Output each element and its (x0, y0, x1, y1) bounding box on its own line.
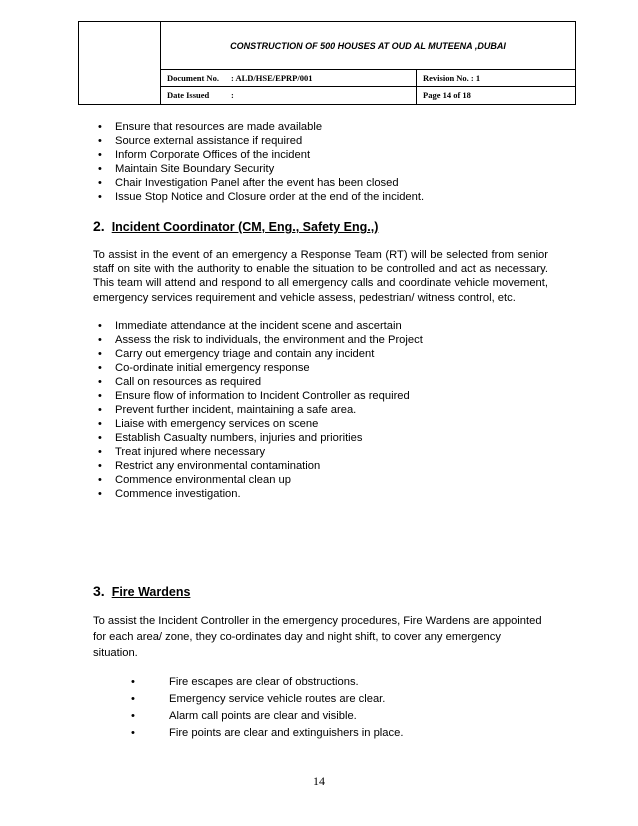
list-item: • Source external assistance if required (93, 134, 548, 148)
page-number: 14 (313, 774, 325, 788)
list-item: • Emergency service vehicle routes are clear. (93, 691, 548, 708)
section-2-heading (93, 219, 548, 234)
list-item: • Liaise with emergency services on scene (93, 417, 548, 431)
list-item: • Treat injured where necessary (93, 445, 548, 459)
section-3-paragraph: To assist the Incident Controller in the emergency procedures, Fire Wardens are appointed for each area/ zone, they co-ordinates day and night shift, to cover any emergency situation. (93, 614, 542, 659)
list-item: • Commence environmental clean up (93, 473, 548, 487)
section-2-paragraph: To assist in the event of an emergency a Response Team (RT) will be selected from senior staff on site with the authority to enable the situation to be controlled and act as necessary. This team will attend and respond to all emergency calls and coordinate vehicle movement, emergency services requirement and vehicle assess, pedestrian/ witness control, etc. (93, 249, 548, 304)
date-issued-label: Date Issued (167, 90, 210, 100)
list-item: • Ensure that resources are made available (93, 120, 548, 134)
list-item: • Restrict any environmental contamination (93, 459, 548, 473)
section-title: Fire Wardens (111, 584, 191, 599)
section-2-bullet-list (93, 319, 548, 501)
document-header-table (78, 21, 576, 105)
list-item: • Assess the risk to individuals, the environment and the Project (93, 333, 548, 347)
section-number: 3. (93, 582, 105, 599)
project-title: CONSTRUCTION OF 500 HOUSES AT OUD AL MUTEENA ,DUBAI (161, 22, 575, 70)
date-issued-value: : (231, 90, 234, 100)
list-item: • Chair Investigation Panel after the event has been closed (93, 176, 548, 190)
list-item: • Inform Corporate Offices of the incident (93, 148, 548, 162)
list-item: • Issue Stop Notice and Closure order at the end of the incident. (93, 190, 548, 204)
logo-cell (79, 22, 161, 104)
list-item: • Fire escapes are clear of obstructions. (93, 674, 548, 691)
section-title: Incident Coordinator (CM, Eng., Safety Eng.,) (111, 220, 379, 234)
top-bullet-list (93, 120, 548, 204)
list-item: • Ensure flow of information to Incident Controller as required (93, 389, 548, 403)
document-no-label: Document No. (167, 73, 219, 83)
list-item: • Fire points are clear and extinguishers in place. (93, 725, 548, 742)
list-item: • Commence investigation. (93, 487, 548, 501)
list-item: • Immediate attendance at the incident scene and ascertain (93, 319, 548, 333)
list-item: • Prevent further incident, maintaining a safe area. (93, 403, 548, 417)
document-no-value: : ALD/HSE/EPRP/001 (231, 73, 313, 83)
list-item: • Call on resources as required (93, 375, 548, 389)
revision-number: Revision No. : 1 (416, 70, 575, 87)
list-item: • Co-ordinate initial emergency response (93, 361, 548, 375)
document-body (93, 120, 548, 742)
list-item: • Carry out emergency triage and contain any incident (93, 347, 548, 361)
section-3-bullet-list (93, 674, 548, 742)
list-item: • Establish Casualty numbers, injuries and priorities (93, 431, 548, 445)
document-number-row (161, 70, 575, 87)
page-indicator: Page 14 of 18 (416, 87, 575, 104)
section-3-heading (93, 584, 548, 599)
date-issued-row (161, 87, 575, 104)
list-item: • Alarm call points are clear and visible. (93, 708, 548, 725)
section-number: 2. (93, 218, 105, 234)
list-item: • Maintain Site Boundary Security (93, 162, 548, 176)
